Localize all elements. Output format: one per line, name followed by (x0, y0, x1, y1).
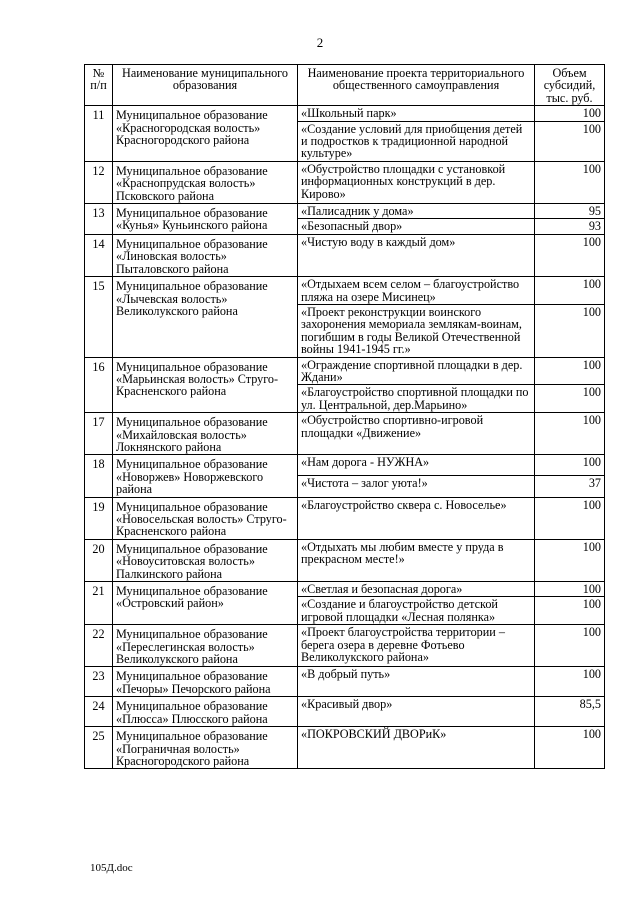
amount-cell: 100 (535, 304, 605, 357)
municipality-cell: Муниципальное образование «Линовская волость» Пыталовского района (113, 234, 298, 276)
amount-cell: 100 (535, 539, 605, 581)
table-row (85, 413, 605, 455)
municipality-cell: Муниципальное образование «Краснопрудская волость» Псковского района (113, 161, 298, 203)
row-number: 13 (85, 204, 113, 235)
municipality-cell: Муниципальное образование «Островский район» (113, 582, 298, 625)
page-number: 2 (316, 35, 324, 50)
amount-cell: 100 (535, 667, 605, 697)
municipality-cell: Муниципальное образование «Переслегинская волость» Великолукского района (113, 625, 298, 667)
project-cell: «Благоустройство сквера с. Новоселье» (298, 497, 535, 539)
amount-cell: 100 (535, 582, 605, 597)
municipality-cell: Муниципальное образование «Пограничная волость» Красногородского района (113, 727, 298, 769)
amount-cell: 95 (535, 204, 605, 219)
table-row (85, 455, 605, 476)
project-cell: «Ограждение спортивной площадки в дер. Ждани» (298, 357, 535, 385)
municipality-cell: Муниципальное образование «Кунья» Куньинского района (113, 204, 298, 235)
row-number: 15 (85, 277, 113, 357)
project-cell: «Благоустройство спортивной площадки по ул. Центральной, дер.Марьино» (298, 385, 535, 413)
municipality-cell: Муниципальное образование «Новоуситовская волость» Палкинского района (113, 539, 298, 581)
project-cell: «Отдыхать мы любим вместе у пруда в прекрасном месте!» (298, 539, 535, 581)
project-cell: «Проект реконструкции воинского захоронения мемориала землякам-воинам, погибшим в годы Великой Отечественной войны 1941-1945 гг.» (298, 304, 535, 357)
amount-cell: 100 (535, 455, 605, 476)
amount-cell: 100 (535, 234, 605, 276)
project-cell: «Светлая и безопасная дорога» (298, 582, 535, 597)
project-cell: «Обустройство площадки с установкой информационных конструкций в дер. Кирово» (298, 161, 535, 203)
table-row (85, 357, 605, 385)
row-number: 20 (85, 539, 113, 581)
project-cell: «Красивый двор» (298, 697, 535, 727)
table-row (85, 697, 605, 727)
project-cell: «Проект благоустройства территории – берега озера в деревне Фотьево Великолукского района» (298, 625, 535, 667)
table-row (85, 277, 605, 305)
amount-cell: 100 (535, 497, 605, 539)
header-no: № п/п (85, 65, 113, 106)
table-row (85, 497, 605, 539)
row-number: 22 (85, 625, 113, 667)
amount-cell: 85,5 (535, 697, 605, 727)
table-row (85, 667, 605, 697)
row-number: 17 (85, 413, 113, 455)
row-number: 14 (85, 234, 113, 276)
municipality-cell: Муниципальное образование «Печоры» Печорского района (113, 667, 298, 697)
amount-cell: 100 (535, 385, 605, 413)
file-name-footer: 105Д.doc (90, 862, 133, 874)
project-cell: «Безопасный двор» (298, 219, 535, 234)
amount-cell: 100 (535, 277, 605, 305)
amount-cell: 100 (535, 106, 605, 121)
municipality-cell: Муниципальное образование «Марьинская волость» Струго-Красненского района (113, 357, 298, 413)
project-cell: «Школьный парк» (298, 106, 535, 121)
amount-cell: 100 (535, 161, 605, 203)
amount-cell: 100 (535, 357, 605, 385)
row-number: 12 (85, 161, 113, 203)
row-number: 23 (85, 667, 113, 697)
amount-cell: 100 (535, 727, 605, 769)
table-row (85, 106, 605, 121)
amount-cell: 100 (535, 413, 605, 455)
table-row (85, 204, 605, 219)
project-cell: «Нам дорога - НУЖНА» (298, 455, 535, 476)
table-row (85, 234, 605, 276)
row-number: 19 (85, 497, 113, 539)
amount-cell: 100 (535, 625, 605, 667)
amount-cell: 37 (535, 476, 605, 497)
table-row (85, 582, 605, 597)
municipality-cell: Муниципальное образование «Лычевская волость» Великолукского района (113, 277, 298, 357)
amount-cell: 100 (535, 121, 605, 161)
row-number: 24 (85, 697, 113, 727)
project-cell: «Отдыхаем всем селом – благоустройство пляжа на озере Мисинец» (298, 277, 535, 305)
amount-cell: 93 (535, 219, 605, 234)
project-cell: «Палисадник у дома» (298, 204, 535, 219)
amount-cell: 100 (535, 597, 605, 625)
project-cell: «Обустройство спортивно-игровой площадки «Движение» (298, 413, 535, 455)
row-number: 25 (85, 727, 113, 769)
table-row (85, 539, 605, 581)
row-number: 18 (85, 455, 113, 497)
municipality-cell: Муниципальное образование «Плюсса» Плюсского района (113, 697, 298, 727)
municipality-cell: Муниципальное образование «Новосельская волость» Струго-Красненского района (113, 497, 298, 539)
project-cell: «Создание и благоустройство детской игровой площадки «Лесная полянка» (298, 597, 535, 625)
municipality-cell: Муниципальное образование «Красногородская волость» Красногородского района (113, 106, 298, 162)
header-municipality: Наименование муниципального образования (113, 65, 298, 106)
municipality-cell: Муниципальное образование «Михайловская волость» Локнянского района (113, 413, 298, 455)
project-cell: «Создание условий для приобщения детей и подростков к традиционной народной культуре» (298, 121, 535, 161)
table-body (85, 106, 605, 769)
row-number: 16 (85, 357, 113, 413)
project-cell: «В добрый путь» (298, 667, 535, 697)
municipality-cell: Муниципальное образование «Новоржев» Новоржевского района (113, 455, 298, 497)
table-row (85, 625, 605, 667)
subsidy-table (84, 64, 605, 769)
table-header-row (85, 65, 605, 106)
header-project: Наименование проекта территориального общественного самоуправления (298, 65, 535, 106)
table-row (85, 161, 605, 203)
row-number: 11 (85, 106, 113, 162)
project-cell: «ПОКРОВСКИЙ ДВОРиК» (298, 727, 535, 769)
table-row (85, 727, 605, 769)
project-cell: «Чистота – залог уюта!» (298, 476, 535, 497)
project-cell: «Чистую воду в каждый дом» (298, 234, 535, 276)
row-number: 21 (85, 582, 113, 625)
header-amount: Объем субсидий, тыс. руб. (535, 65, 605, 106)
